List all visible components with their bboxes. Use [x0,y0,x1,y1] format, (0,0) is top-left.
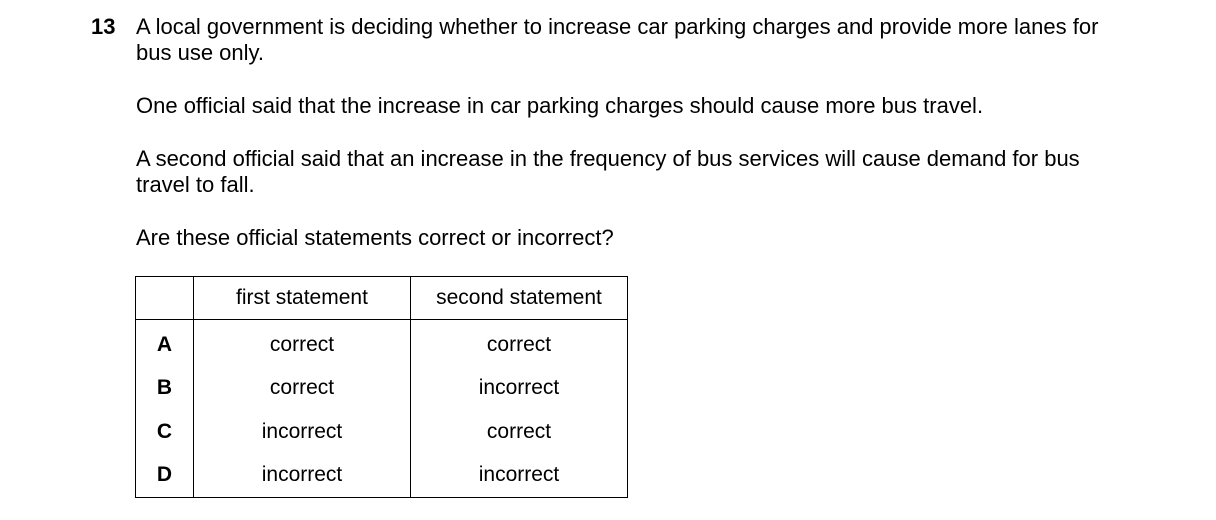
option-letter: C [136,410,194,454]
option-row-b[interactable] [136,367,628,411]
option-second-value: incorrect [411,454,628,498]
option-first-value: correct [194,320,411,367]
answer-options-table [135,276,628,498]
option-row-d[interactable] [136,454,628,498]
option-second-value: correct [411,320,628,367]
option-letter: B [136,367,194,411]
question-number: 13 [91,14,116,39]
option-first-value: correct [194,367,411,411]
header-second-statement: second statement [411,277,628,320]
first-official-statement: One official said that the increase in car parking charges should cause more bus travel. [136,93,984,118]
question-prompt: Are these official statements correct or incorrect? [136,225,614,250]
option-first-value: incorrect [194,454,411,498]
option-row-a[interactable] [136,320,628,367]
second-official-statement: A second official said that an increase in the frequency of bus services will cause demand for bus travel to fall. [136,146,1080,197]
header-blank-cell [136,277,194,320]
option-second-value: incorrect [411,367,628,411]
option-first-value: incorrect [194,410,411,454]
option-row-c[interactable] [136,410,628,454]
table-header-row [136,277,628,320]
option-letter: A [136,320,194,367]
option-letter: D [136,454,194,498]
header-first-statement: first statement [194,277,411,320]
option-second-value: correct [411,410,628,454]
question-stem: A local government is deciding whether to increase car parking charges and provide more lanes for bus use only. [136,14,1099,65]
